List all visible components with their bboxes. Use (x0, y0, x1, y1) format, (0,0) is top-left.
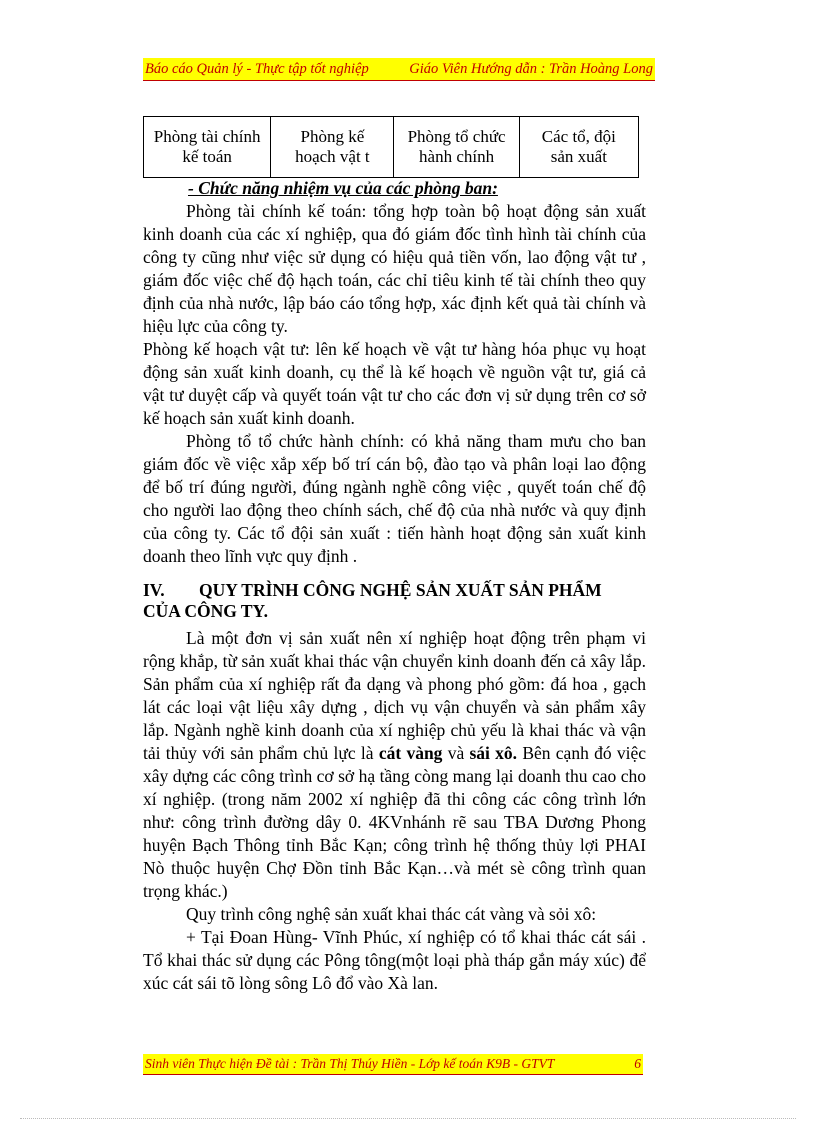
page-footer (143, 1054, 643, 1074)
text-run: Bên cạnh đó việc xây dựng các công trình cơ sở hạ tầng còng mang lại doanh thu cao cho xí nghiệp. (trong năm 2002 xí nghiệp đã thi công các công trình lớn như: công trình đường dây 0. 4KVnhánh rẽ sau TBA Dương Phong huyện Bạch Thông tỉnh Bắc Kạn; công trình hệ thống thủy lợi PHAI Nò thuộc huyện Chợ Đồn tỉnh Bắc Kạn…và mét sè công trình quan trọng khác.) (143, 743, 646, 901)
footer-text: Sinh viên Thực hiện Đề tài : Trần Thị Thúy Hiền - Lớp kế toán K9B - GTVT (145, 1056, 555, 1071)
paragraph: Quy trình công nghệ sản xuất khai thác cát vàng và sỏi xô: (186, 904, 597, 924)
section-title-cont: CỦA CÔNG TY. (143, 601, 268, 621)
dept-cell (144, 117, 271, 177)
body-block-2 (143, 627, 646, 995)
header-rule (143, 80, 655, 81)
dept-cell (394, 117, 519, 177)
text-run: Là một đơn vị sản xuất nên xí nghiệp hoạt động trên phạm vi rộng khắp, từ sản xuất khai thác vận chuyển kinh doanh đến cả xây lắp. Sản phẩm của xí nghiệp rất đa dạng và phong phó gồm: đá hoa , gạch lát các loại vật liệu xây dựng , dịch vụ vận chuyển và sản phẩm xây lắp. Ngành nghề kinh doanh của xí nghiệp chủ yếu là khai thác và vận tải thủy với sản phẩm chủ lực là (143, 628, 646, 763)
department-table (143, 116, 639, 178)
dept-label: Phòng tổ chức hành chính (407, 127, 506, 166)
subheading: - Chức năng nhiệm vụ của các phòng ban: (188, 178, 498, 198)
section-number: IV. (143, 580, 165, 600)
page-header (143, 58, 655, 80)
section-title: QUY TRÌNH CÔNG NGHỆ SẢN XUẤT SẢN PHẨM (199, 580, 602, 600)
dept-label: Phòng tài chính kế toán (153, 127, 261, 166)
dept-cell (271, 117, 394, 177)
bold-term: cát vàng (378, 743, 443, 763)
bold-term: sái xô. (469, 743, 518, 763)
paragraph: Phòng tổ tổ chức hành chính: có khả năng tham mưu cho ban giám đốc về việc xắp xếp bố trí cán bộ, đào tạo và phân loại lao động để bố trí đúng người, đúng ngành nghề công việc , quyết toán chế độ cho người lao động theo chính sách, chế độ của nhà nước và quy định của công ty. Các tổ đội sản xuất : tiến hành hoạt động sản xuất kinh doanh theo lĩnh vực quy định . (143, 431, 646, 566)
paragraph: Phòng tài chính kế toán: tổng hợp toàn bộ hoạt động sản xuất kinh doanh của các xí nghiệp, qua đó giám đốc tình hình tài chính của công ty cũng như việc sử dụng có hiệu quả tiền vốn, lao động vật tư , giám đốc việc chế độ hạch toán, các chỉ tiêu kinh tế tài chính theo quy định của nhà nước, lập báo cáo tổng hợp, xác định kết quả tài chính và hiệu lực của công ty. (143, 201, 646, 336)
text-run: và (447, 743, 465, 763)
footer-rule (143, 1074, 643, 1075)
paragraph (143, 627, 646, 903)
body-block-1 (143, 200, 646, 568)
dept-label: Phòng kế hoạch vật t (295, 127, 370, 166)
page-edge (20, 1118, 796, 1119)
paragraph: Phòng kế hoạch vật tư: lên kế hoạch về vật tư hàng hóa phục vụ hoạt động sản xuất kinh doanh, cụ thể là kế hoạch về nguồn vật tư, giá cả vật tư duyệt cấp và quyết toán vật tư cho các đơn vị sử dụng trên cơ sở kế hoạch sản xuất kinh doanh. (143, 339, 646, 428)
dept-label: Các tổ, đội sản xuất (541, 127, 616, 166)
header-right-text: Giáo Viên Hướng dẫn : Trần Hoàng Long (409, 61, 653, 77)
dept-cell (520, 117, 638, 177)
page-number: 6 (634, 1056, 641, 1071)
paragraph: + Tại Đoan Hùng- Vĩnh Phúc, xí nghiệp có tổ khai thác cát sái . Tổ khai thác sử dụng các Pông tông(một loại phà tháp gắn máy xúc) để xúc cát sái tõ lòng sông Lô đổ vào Xà lan. (143, 927, 646, 993)
header-left-text: Báo cáo Quản lý - Thực tập tốt nghiệp (145, 61, 369, 77)
